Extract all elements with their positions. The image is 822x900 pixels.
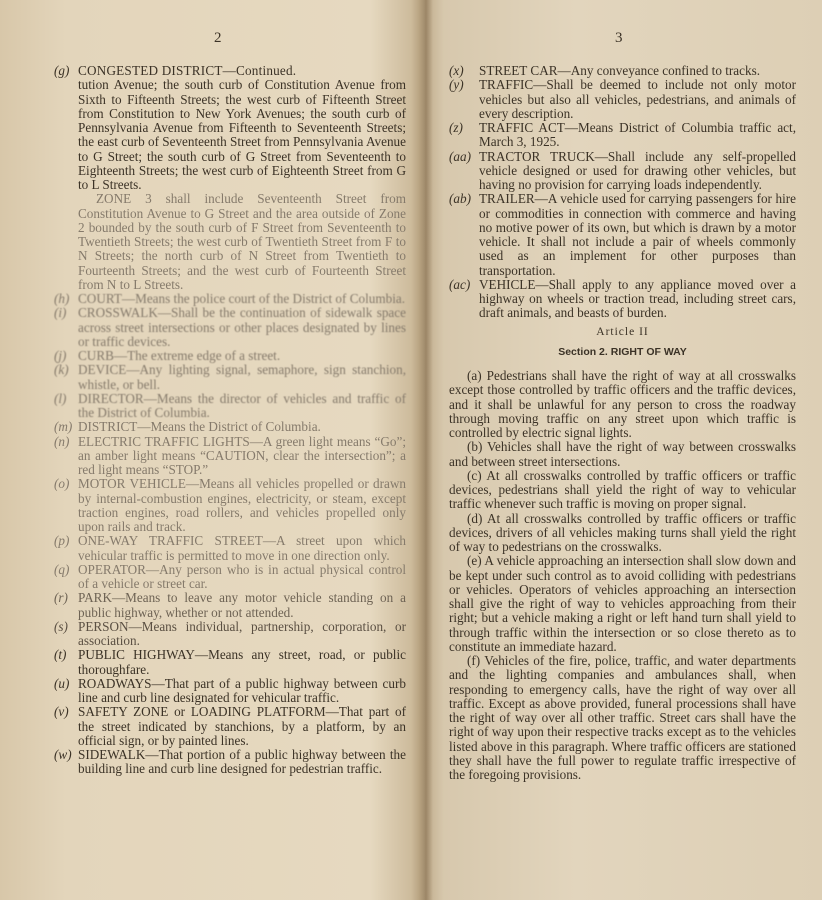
entry-text: CROSSWALK—Shall be the continuation of sidewalk space across street intersections or other places designated by lines or traffic devices. [78,305,406,349]
entry-label: (w) [54,747,72,762]
entry-label: (ac) [449,276,471,292]
rule-paragraph: (c) At all crosswalks controlled by traffic officers or traffic devices, pedestrians shall yield the right of way to vehicular traffic whenever such traffic is moving on proper signal. [449,467,796,512]
definition-continuation: tution Avenue; the south curb of Constitution Avenue from Sixth to Fifteenth Streets; the west curb of Fifteenth Street from Constitution to New York Avenues; the south curb of Pennsylvania Avenue from Fifteenth to Seventeenth Streets; the east curb of Seventeenth Street from Pennsylvania Avenue to G Street; the south curb of G Street from Seventeenth to Eighteenth Streets; the west curb of Eighteenth Street from G to L Streets. [78,77,406,192]
entry-text: CURB—The extreme edge of a street. [78,348,281,363]
entry-text: VEHICLE—Shall apply to any appliance moved over a highway on wheels or traction tread, including street cars, draft animals, and beasts of burden. [479,276,796,321]
entry-text: PUBLIC HIGHWAY—Means any street, road, or public thoroughfare. [78,647,406,677]
entry-label: (h) [54,291,70,306]
entry-label: (ab) [449,191,471,207]
definition-entry [449,121,796,150]
definition-entry [54,292,406,306]
definition-entry [54,591,406,620]
entry-text: TRAILER—A vehicle used for carrying passengers for hire or commodities in connection with commerce and having no motive power of its own, but which is drawn by a motor vehicle. It shall not include a pair of wheels commonly used as an implement for other purposes than transportation. [479,191,796,278]
entry-label: (aa) [449,148,471,164]
rule-paragraph: (f) Vehicles of the fire, police, traffic, and water departments and the lighting companies and ambulances shall, when responding to emergency calls, have the right of way over all traffic. Except as above provided, funeral processions shall have the right of way over all other traffic. Street cars shall have the right of way upon their respective tracks except as to the vehicles listed above in this paragraph. Where traffic officers are stationed they shall have the full power to regulate traffic irrespective of the foregoing provisions. [449,653,796,782]
entry-label: (s) [54,618,68,634]
article-heading: Article II [596,325,649,338]
entry-text: PERSON—Means individual, partnership, corporation, or association. [78,618,406,648]
definition-entry [449,150,796,193]
entry-text: CONGESTED DISTRICT—Continued. [78,63,297,78]
definition-entry [54,748,406,777]
definition-entry [449,278,796,321]
definition-entry [54,435,406,478]
entry-label: (j) [54,348,67,363]
entry-label: (g) [54,63,70,78]
entry-label: (z) [449,120,463,135]
entry-label: (y) [449,77,464,93]
right-page [445,0,795,900]
definition-entry [54,677,406,706]
definition-entry [54,306,406,349]
entry-label: (i) [54,305,67,321]
entry-label: (q) [54,561,70,577]
entry-text: PARK—Means to leave any motor vehicle standing on a public highway, whether or not attended. [78,590,406,620]
left-page [46,0,406,900]
definition-entry [54,420,406,434]
entry-label: (p) [54,533,70,549]
definition-entry [54,392,406,421]
entry-label: (x) [449,63,464,78]
rule-paragraph: (b) Vehicles shall have the right of way between crosswalks and between street intersections. [449,439,796,469]
entry-label: (v) [54,704,69,720]
definition-entry [54,477,406,534]
entry-label: (k) [54,362,69,378]
definition-entry [54,64,406,78]
definition-entry [54,705,406,748]
entry-text: STREET CAR—Any conveyance confined to tracks. [479,63,761,78]
definition-entry [54,620,406,649]
entry-label: (u) [54,675,70,691]
definition-entry [449,78,796,121]
rule-paragraph: (e) A vehicle approaching an intersection shall slow down and be kept under such control as to avoid colliding with pedestrians or vehicles. Operators of vehicles approaching an intersection shall give the right of way to vehicles approaching from their right; but a vehicle making a right or left hand turn shall yield to through traffic within the intersection or so close thereto as to constitute an immediate hazard. [449,553,796,654]
section-heading: Section 2. RIGHT OF WAY [558,345,687,358]
entry-text: ELECTRIC TRAFFIC LIGHTS—A green light means “Go”; an amber light means “CAUTION, clear the intersection”; a red light means “STOP.” [78,433,406,477]
page-number: 3 [615,30,624,46]
definitions-list [54,64,406,777]
entry-label: (r) [54,590,68,606]
entry-text: TRAFFIC—Shall be deemed to include not only motor vehicles but also all vehicles, pedestrians, and animals of every description. [479,77,796,121]
definition-entry [54,534,406,563]
entry-text: DEVICE—Any lighting signal, semaphore, sign stanchion, whistle, or bell. [78,362,406,392]
zone-paragraph: ZONE 3 shall include Seventeenth Street from Constitution Avenue to G Street and the area outside of Zone 2 bounded by the south curb of F Street from Seventeenth to Twentieth Streets; the west curb of Twentieth Street from F to N Streets; the north curb of N Street from Twentieth to Fourteenth Streets; and the west curb of Fourteenth Street from N to L Streets. [78,191,406,292]
entry-text: TRACTOR TRUCK—Shall include any self-propelled vehicle designed or used for drawing other vehicles, but having no provision for carrying loads independently. [479,148,796,192]
entry-text: DIRECTOR—Means the director of vehicles and traffic of the District of Columbia. [78,390,406,420]
definition-entry [54,648,406,677]
entry-text: ONE-WAY TRAFFIC STREET—A street upon which vehicular traffic is permitted to move in one direction only. [78,533,406,563]
entry-label: (o) [54,476,70,492]
rule-paragraph: (a) Pedestrians shall have the right of way at all crosswalks except those controlled by traffic officers and the traffic devices, and it shall be unlawful for any person to cross the roadway through moving traffic on any street upon which traffic is controlled by electric signal lights. [449,368,796,440]
entry-text: OPERATOR—Any person who is in actual physical control of a vehicle or street car. [78,561,406,591]
page-gutter [419,0,433,900]
entry-text: TRAFFIC ACT—Means District of Columbia traffic act, March 3, 1925. [479,120,796,150]
entry-label: (n) [54,433,70,449]
rule-paragraph: (d) At all crosswalks controlled by traffic officers or traffic devices, drivers of all vehicles making turns shall yield the right of way to pedestrians on the crosswalks. [449,510,796,554]
entry-text: COURT—Means the police court of the District of Columbia. [78,291,406,306]
definition-entry [449,192,796,278]
entry-label: (m) [54,419,73,435]
definition-entry [54,349,406,363]
definition-entry [54,363,406,392]
entry-label: (l) [54,390,67,406]
entry-text: ROADWAYS—That part of a public highway between curb line and curb line designated for vehicular traffic. [78,675,406,705]
entry-text: SIDEWALK—That portion of a public highway between the building line and curb line designed for pedestrian traffic. [78,747,406,777]
page-number: 2 [214,30,223,46]
definition-entry [54,563,406,592]
definitions-and-rules [449,64,796,782]
entry-text: DISTRICT—Means the District of Columbia. [78,419,321,435]
entry-label: (t) [54,647,67,663]
definition-entry [449,64,796,78]
entry-text: MOTOR VEHICLE—Means all vehicles propelled or drawn by internal-combustion engines, electricity, or steam, except traction engines, road rollers, and vehicles propelled only upon rails and track. [78,476,406,534]
entry-text: SAFETY ZONE or LOADING PLATFORM—That part of the street indicated by stanchions, by a platform, by an official sign, or by painted lines. [78,704,406,748]
